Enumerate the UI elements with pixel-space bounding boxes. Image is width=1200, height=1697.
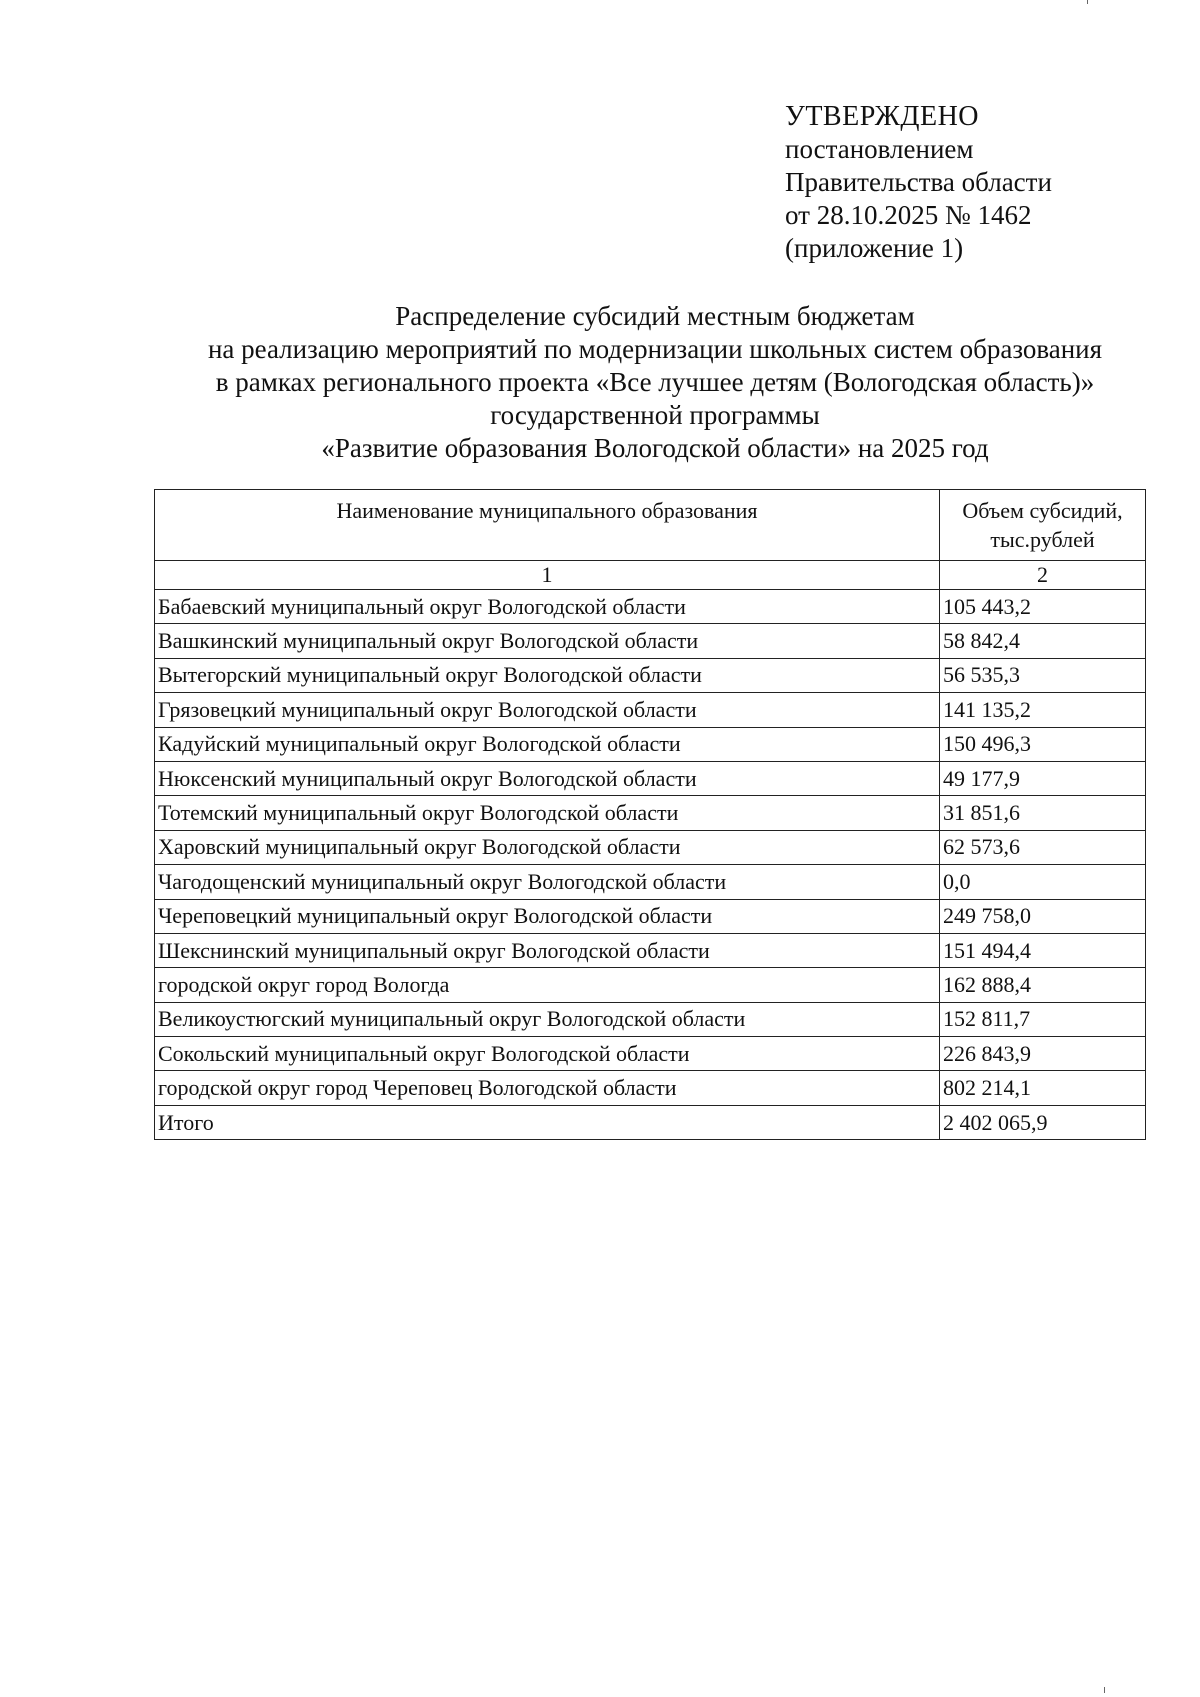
municipality-name: городской округ город Вологда [155, 968, 940, 1002]
municipality-name: Великоустюгский муниципальный округ Вологодской области [155, 1002, 940, 1036]
municipality-name: Тотемский муниципальный округ Вологодской области [155, 796, 940, 830]
municipality-name: Череповецкий муниципальный округ Вологодской области [155, 899, 940, 933]
approval-stamp [785, 100, 1052, 265]
header-value [940, 490, 1146, 561]
subsidy-distribution-table [154, 489, 1146, 1140]
subsidy-value: 151 494,4 [940, 933, 1146, 967]
municipality-name: Сокольский муниципальный округ Вологодской области [155, 1037, 940, 1071]
table-row [155, 968, 1146, 1002]
table-row [155, 658, 1146, 692]
subsidy-value: 802 214,1 [940, 1071, 1146, 1105]
column-number-2: 2 [940, 561, 1146, 590]
table-row [155, 590, 1146, 624]
subsidy-value: 226 843,9 [940, 1037, 1146, 1071]
table-row [155, 830, 1146, 864]
municipality-name: Грязовецкий муниципальный округ Вологодской области [155, 693, 940, 727]
column-number-1: 1 [155, 561, 940, 590]
subsidy-value: 31 851,6 [940, 796, 1146, 830]
approval-heading: УТВЕРЖДЕНО [785, 101, 980, 132]
municipality-name: Бабаевский муниципальный округ Вологодской области [155, 590, 940, 624]
table-row [155, 761, 1146, 795]
municipality-name: Шекснинский муниципальный округ Вологодской области [155, 933, 940, 967]
header-value-line-2: тыс.рублей [990, 527, 1095, 552]
table-body [155, 590, 1146, 1140]
table-row [155, 693, 1146, 727]
approval-line-2: Правительства области [785, 167, 1052, 197]
municipality-name: Итого [155, 1105, 940, 1139]
subsidy-value: 105 443,2 [940, 590, 1146, 624]
table-column-numbers-row [155, 561, 1146, 590]
municipality-name: Вашкинский муниципальный округ Вологодской области [155, 624, 940, 658]
title-line-5: «Развитие образования Вологодской области» на 2025 год [321, 433, 989, 463]
document-title [0, 300, 1200, 465]
approval-line-1: постановлением [785, 134, 974, 164]
table-row [155, 1037, 1146, 1071]
table-row [155, 624, 1146, 658]
title-line-2: на реализацию мероприятий по модернизации школьных систем образования [207, 334, 1103, 364]
title-line-1: Распределение субсидий местным бюджетам [395, 301, 915, 331]
approval-line-3: от 28.10.2025 № 1462 [785, 200, 1032, 230]
header-name-text: Наименование муниципального образования [336, 498, 758, 523]
table-row [155, 899, 1146, 933]
table-row [155, 727, 1146, 761]
municipality-name: Чагодощенский муниципальный округ Вологодской области [155, 865, 940, 899]
scan-mark-top [1087, 0, 1088, 4]
subsidy-value: 150 496,3 [940, 727, 1146, 761]
subsidy-value: 162 888,4 [940, 968, 1146, 1002]
table-row [155, 796, 1146, 830]
municipality-name: Нюксенский муниципальный округ Вологодской области [155, 761, 940, 795]
table-row [155, 1002, 1146, 1036]
subsidy-value: 141 135,2 [940, 693, 1146, 727]
subsidy-value: 58 842,4 [940, 624, 1146, 658]
table-row [155, 1071, 1146, 1105]
subsidy-value: 152 811,7 [940, 1002, 1146, 1036]
title-line-3: в рамках регионального проекта «Все лучшее детям (Вологодская область)» [215, 367, 1095, 397]
table-row [155, 865, 1146, 899]
subsidy-value: 62 573,6 [940, 830, 1146, 864]
table-header-row [155, 490, 1146, 561]
municipality-name: Харовский муниципальный округ Вологодской области [155, 830, 940, 864]
table-total-row [155, 1105, 1146, 1139]
subsidy-value: 249 758,0 [940, 899, 1146, 933]
approval-line-4: (приложение 1) [785, 233, 964, 263]
scan-mark-bottom [1104, 1687, 1105, 1693]
header-name [155, 490, 940, 561]
subsidy-value: 2 402 065,9 [940, 1105, 1146, 1139]
municipality-name: Вытегорский муниципальный округ Вологодской области [155, 658, 940, 692]
header-value-line-1: Объем субсидий, [962, 498, 1123, 523]
municipality-name: городской округ город Череповец Вологодской области [155, 1071, 940, 1105]
municipality-name: Кадуйский муниципальный округ Вологодской области [155, 727, 940, 761]
title-line-4: государственной программы [490, 400, 820, 430]
subsidy-value: 49 177,9 [940, 761, 1146, 795]
subsidy-value: 56 535,3 [940, 658, 1146, 692]
subsidy-value: 0,0 [940, 865, 1146, 899]
table-row [155, 933, 1146, 967]
